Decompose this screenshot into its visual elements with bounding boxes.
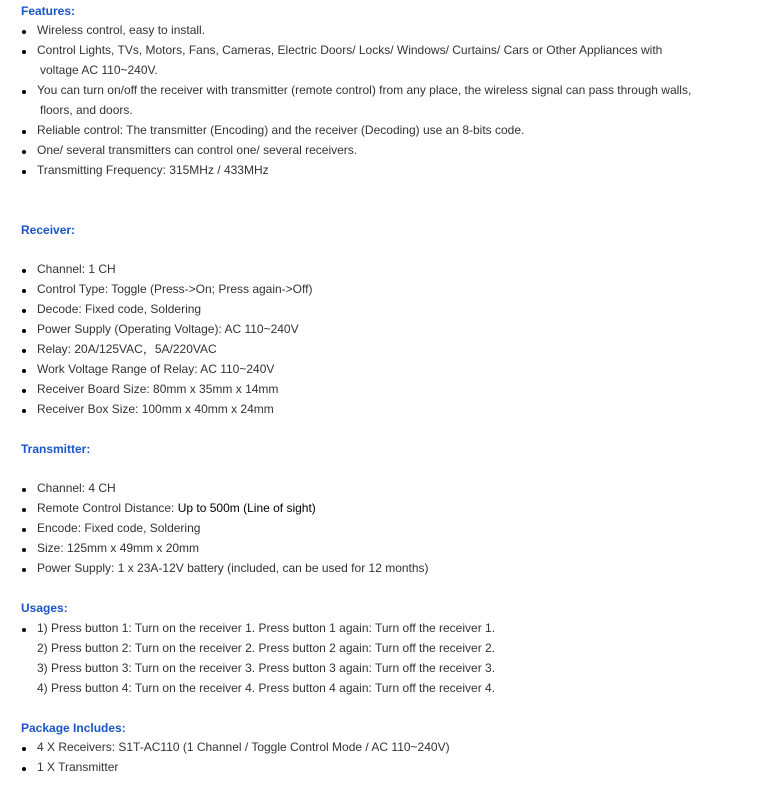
- receiver-item-channel: [37, 259, 757, 279]
- receiver-item-power-supply: [37, 319, 757, 339]
- usages-item-button-1: [37, 618, 757, 638]
- transmitter-item-text: Remote Control Distance:: [37, 501, 178, 515]
- transmitter-heading: Transmitter:: [21, 442, 91, 456]
- transmitter-item-text: Channel: 4 CH: [37, 481, 116, 495]
- features-item-continuation: voltage AC 110~240V.: [40, 63, 158, 77]
- receiver-item-text: Relay: 20A/125VAC，5A/220VAC: [37, 342, 217, 356]
- receiver-item-text: Control Type: Toggle (Press->On; Press again->Off): [37, 282, 313, 296]
- usages-item-text: 3) Press button 3: Turn on the receiver 3. Press button 3 again: Turn off the receiver 3.: [37, 661, 496, 675]
- package-item-text: 1 X Transmitter: [37, 760, 119, 774]
- transmitter-item-distance: [37, 498, 757, 518]
- features-item-text: One/ several transmitters can control one/ several receivers.: [37, 143, 358, 157]
- package-item-text: 4 X Receivers: S1T-AC110 (1 Channel / Toggle Control Mode / AC 110~240V): [37, 740, 450, 754]
- features-heading: Features:: [21, 4, 76, 18]
- usages-item-text: 4) Press button 4: Turn on the receiver 4. Press button 4 again: Turn off the receiver 4.: [37, 681, 496, 695]
- features-item-continuation: floors, and doors.: [40, 103, 133, 117]
- transmitter-item-channel: [37, 478, 757, 498]
- package-item-transmitter: [37, 757, 757, 777]
- usages-item-text: 2) Press button 2: Turn on the receiver 2. Press button 2 again: Turn off the receiver 2.: [37, 641, 496, 655]
- usages-item-text: 1) Press button 1: Turn on the receiver 1. Press button 1 again: Turn off the receiver 1.: [37, 621, 496, 635]
- transmitter-item-text: Size: 125mm x 49mm x 20mm: [37, 541, 200, 555]
- features-item-control-appliances: [37, 40, 757, 80]
- receiver-item-text: Work Voltage Range of Relay: AC 110~240V: [37, 362, 275, 376]
- usages-item-button-3: [37, 658, 757, 678]
- features-item-wireless: [37, 20, 757, 40]
- receiver-heading: Receiver:: [21, 223, 76, 237]
- receiver-item-text: Receiver Box Size: 100mm x 40mm x 24mm: [37, 402, 274, 416]
- receiver-item-board-size: [37, 379, 757, 399]
- features-item-text: Transmitting Frequency: 315MHz / 433MHz: [37, 163, 269, 177]
- receiver-item-relay: [37, 339, 757, 359]
- receiver-item-box-size: [37, 399, 757, 419]
- package-item-receivers: [37, 737, 757, 757]
- receiver-item-control-type: [37, 279, 757, 299]
- usages-item-button-2: [37, 638, 757, 658]
- features-item-turn-on-off: [37, 80, 757, 120]
- transmitter-item-text: Power Supply: 1 x 23A-12V battery (included, can be used for 12 months): [37, 561, 429, 575]
- package-heading: Package Includes:: [21, 721, 126, 735]
- features-item-text: Reliable control: The transmitter (Encoding) and the receiver (Decoding) use an 8-bits code.: [37, 123, 525, 137]
- features-item-reliable-control: [37, 120, 757, 140]
- transmitter-item-encode: [37, 518, 757, 538]
- transmitter-item-size: [37, 538, 757, 558]
- features-item-text: Control Lights, TVs, Motors, Fans, Cameras, Electric Doors/ Locks/ Windows/ Curtains/ Cars or Other Appliances with: [37, 43, 663, 57]
- receiver-item-text: Power Supply (Operating Voltage): AC 110~240V: [37, 322, 299, 336]
- transmitter-distance-value: Up to 500m (Line of sight): [177, 501, 316, 515]
- transmitter-item-power-supply: [37, 558, 757, 578]
- receiver-item-work-voltage: [37, 359, 757, 379]
- features-item-text: You can turn on/off the receiver with transmitter (remote control) from any place, the wireless signal can pass through walls,: [37, 83, 692, 97]
- usages-heading: Usages:: [21, 601, 68, 615]
- receiver-item-decode: [37, 299, 757, 319]
- receiver-item-text: Channel: 1 CH: [37, 262, 116, 276]
- receiver-item-text: Decode: Fixed code, Soldering: [37, 302, 202, 316]
- features-item-frequency: [37, 160, 757, 180]
- features-item-transmitters: [37, 140, 757, 160]
- receiver-item-text: Receiver Board Size: 80mm x 35mm x 14mm: [37, 382, 279, 396]
- features-item-text: Wireless control, easy to install.: [37, 23, 206, 37]
- transmitter-item-text: Encode: Fixed code, Soldering: [37, 521, 201, 535]
- usages-item-button-4: [37, 678, 757, 698]
